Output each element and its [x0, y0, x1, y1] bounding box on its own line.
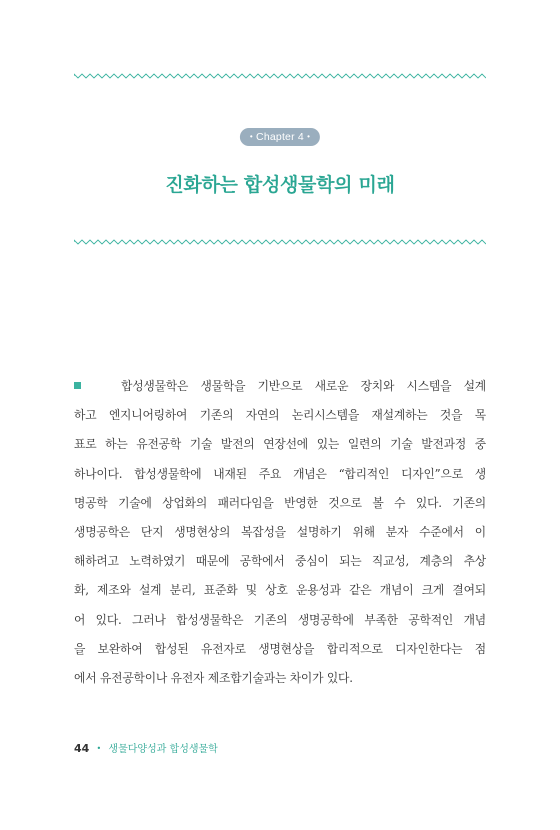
decorative-wave-top	[74, 72, 486, 80]
body-line: 어 있다. 그러나 합성생물학은 기존의 생명공학에 부족한 공학적인 개념	[74, 612, 486, 627]
body-paragraph	[74, 372, 486, 693]
body-line: 하나이다. 합성생물학에 내재된 주요 개념은 “합리적인 디자인”으로 생	[74, 466, 486, 481]
chapter-badge	[240, 128, 320, 146]
body-line: 하고 엔지니어링하여 기존의 자연의 논리시스템을 재설계하는 것을 목	[74, 408, 486, 423]
body-line-text: 합성생물학은 생물학을 기반으로 새로운 장치와 시스템을 설계	[121, 379, 486, 393]
decorative-wave-bottom	[74, 238, 486, 246]
body-line: 해하려고 노력하였기 때문에 공학에서 중심이 되는 직교성, 계층의 추상	[74, 554, 486, 569]
body-line: 에서 유전공학이나 유전자 제조합기술과는 차이가 있다.	[74, 671, 353, 686]
bullet-square-icon	[74, 382, 81, 389]
chapter-badge-label: Chapter 4	[256, 131, 304, 143]
badge-dot-right: •	[307, 132, 311, 141]
page-footer	[74, 740, 218, 755]
footer-separator-dot: •	[96, 744, 102, 753]
body-line: 화, 제조와 설계 분리, 표준화 및 상호 운용성과 같은 개념이 크게 결여되	[74, 583, 486, 598]
body-line: 명공학 기술에 상업화의 패러다임을 반영한 것으로 볼 수 있다. 기존의	[74, 495, 486, 510]
body-line: 을 보완하여 합성된 유전자로 생명현상을 합리적으로 디자인한다는 점	[74, 641, 486, 656]
running-title: 생물다양성과 합성생물학	[108, 744, 218, 755]
chapter-title: 진화하는 합성생물학의 미래	[165, 174, 395, 196]
page-number: 44	[74, 742, 90, 755]
body-line: 생명공학은 단지 생명현상의 복잡성을 설명하기 위해 분자 수준에서 이	[74, 525, 486, 540]
badge-dot-left: •	[249, 132, 253, 141]
body-line: 표로 하는 유전공학 기술 발전의 연장선에 있는 일련의 기술 발전과정 중	[74, 437, 486, 452]
body-line	[74, 372, 486, 401]
